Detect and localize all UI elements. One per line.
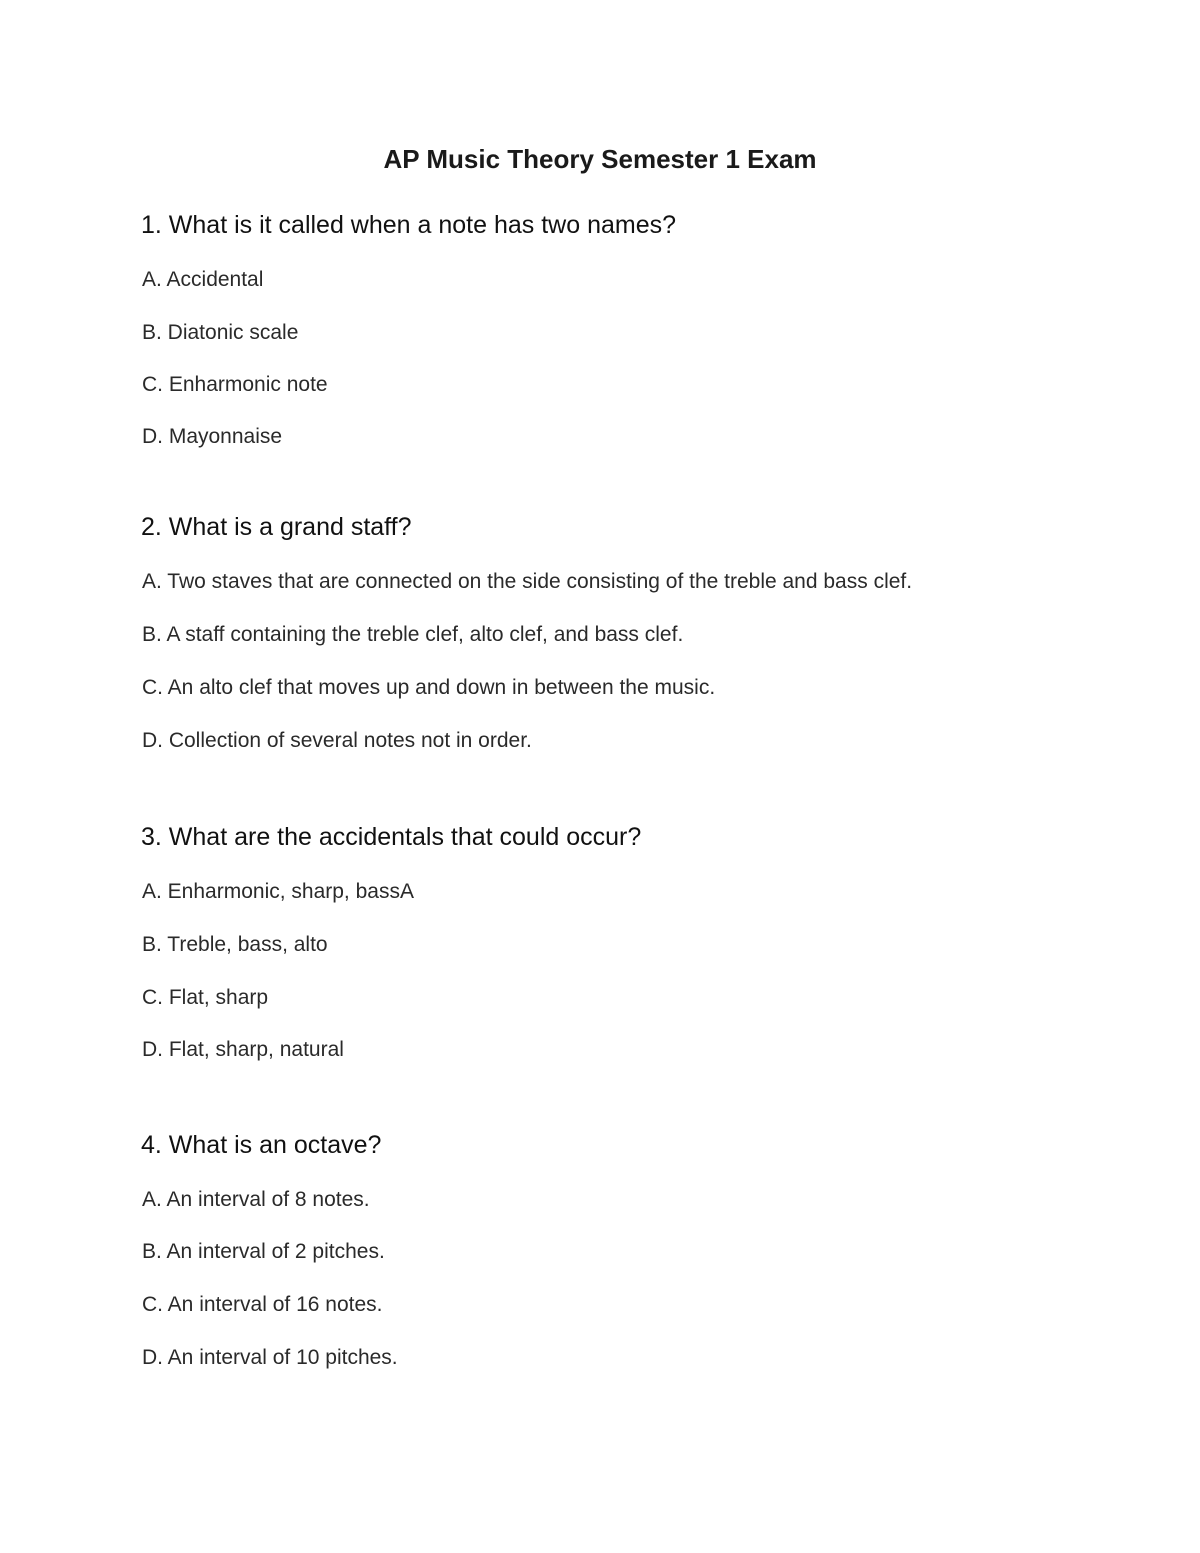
question-3-option-a: A. Enharmonic, sharp, bassA <box>142 880 414 903</box>
question-4-option-c: C. An interval of 16 notes. <box>142 1293 383 1316</box>
question-3: 3. What are the accidentals that could occur? <box>141 823 642 851</box>
question-3-option-b: B. Treble, bass, alto <box>142 933 328 956</box>
question-1-option-b: B. Diatonic scale <box>142 321 299 344</box>
question-2-option-c: C. An alto clef that moves up and down in between the music. <box>142 676 716 699</box>
question-4: 4. What is an octave? <box>141 1131 382 1159</box>
question-4-option-b: B. An interval of 2 pitches. <box>142 1240 385 1263</box>
question-1: 1. What is it called when a note has two names? <box>141 211 677 239</box>
page-title: AP Music Theory Semester 1 Exam <box>383 144 817 174</box>
question-1-option-d: D. Mayonnaise <box>142 425 283 448</box>
question-1-option-c: C. Enharmonic note <box>142 373 328 396</box>
question-4-option-d: D. An interval of 10 pitches. <box>142 1346 398 1369</box>
question-2-option-b: B. A staff containing the treble clef, alto clef, and bass clef. <box>142 623 684 646</box>
question-1-option-a: A. Accidental <box>142 268 264 291</box>
question-3-option-c: C. Flat, sharp <box>142 986 269 1009</box>
question-2-option-a: A. Two staves that are connected on the side consisting of the treble and bass clef. <box>142 570 913 593</box>
question-2: 2. What is a grand staff? <box>141 513 412 541</box>
question-3-option-d: D. Flat, sharp, natural <box>142 1038 344 1061</box>
question-4-option-a: A. An interval of 8 notes. <box>142 1188 370 1211</box>
question-2-option-d: D. Collection of several notes not in order. <box>142 729 532 752</box>
